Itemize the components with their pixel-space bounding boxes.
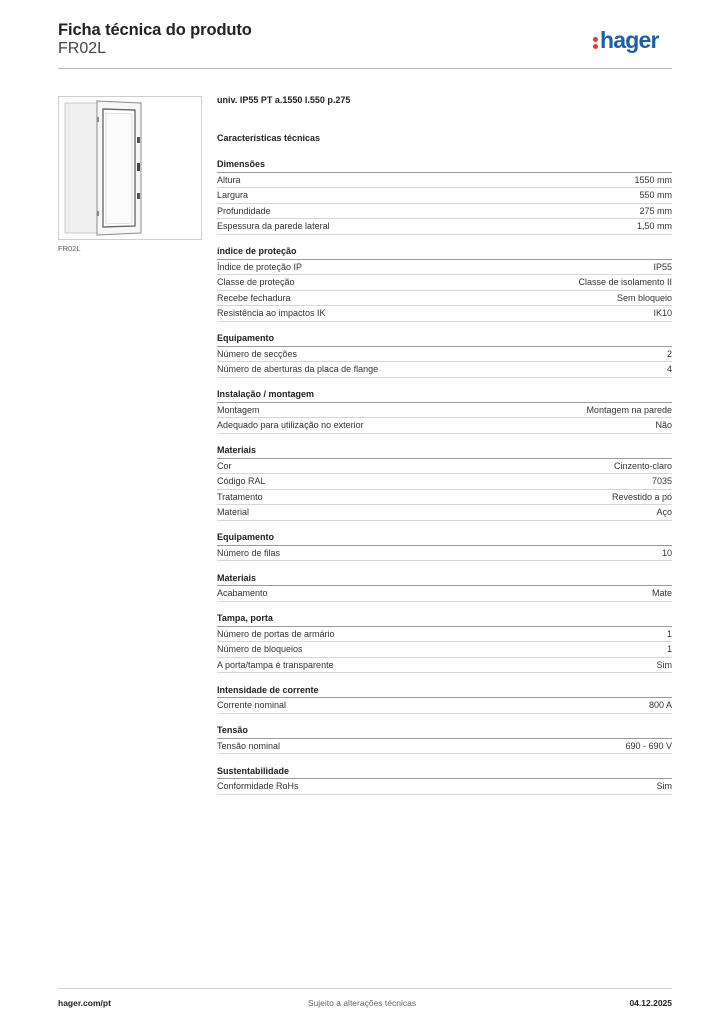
spec-group (217, 331, 672, 378)
spec-row (217, 275, 672, 291)
spec-value: 690 - 690 V (625, 740, 672, 751)
spec-row (217, 546, 672, 562)
spec-row (217, 698, 672, 714)
spec-value: 550 mm (639, 190, 672, 200)
spec-group-title: Intensidade de corrente (217, 683, 672, 699)
spec-group-title: índice de proteção (217, 244, 672, 260)
wall-cabinet-icon (59, 97, 201, 239)
spec-value: Sim (656, 781, 672, 791)
spec-groups (217, 157, 672, 795)
spec-label: Número de portas de armário (217, 628, 335, 639)
spec-row (217, 291, 672, 307)
spec-row (217, 418, 672, 434)
spec-group-title: Sustentabilidade (217, 764, 672, 780)
spec-group (217, 157, 672, 235)
spec-row (217, 505, 672, 521)
spec-value: Classe de isolamento II (578, 277, 672, 287)
spec-row (217, 347, 672, 363)
spec-value: 7035 (651, 476, 672, 486)
spec-value: Mate (651, 588, 672, 598)
spec-group (217, 244, 672, 322)
spec-label: Material (217, 507, 250, 517)
spec-label: Número de secções (217, 348, 298, 359)
spec-value: 2 (666, 348, 672, 359)
footer-date: 04.12.2025 (629, 998, 672, 1008)
product-code: FR02L (58, 40, 107, 57)
spec-group-title: Equipamento (217, 331, 672, 347)
spec-group-title: Tensão (217, 723, 672, 739)
logo-dots-icon (593, 33, 599, 50)
spec-label: Recebe fechadura (217, 292, 291, 303)
spec-content (217, 93, 672, 795)
spec-value: Sem bloqueio (616, 292, 672, 303)
spec-label: Conformidade RoHs (217, 781, 299, 791)
spec-row (217, 204, 672, 220)
spec-group-title: Materiais (217, 571, 672, 587)
spec-label: Código RAL (217, 476, 266, 486)
page-title: Ficha técnica do produto (58, 21, 252, 39)
spec-row (217, 362, 672, 378)
spec-value: 4 (666, 364, 672, 374)
spec-label: Resistência ao impactos IK (217, 308, 326, 318)
spec-value: Aço (656, 507, 672, 517)
spec-value: Revestido a pó (611, 491, 672, 502)
spec-value: IP55 (653, 261, 672, 272)
product-description: univ. IP55 PT a.1550 l.550 p.275 (217, 95, 351, 105)
footer-site: hager.com/pt (58, 998, 111, 1008)
spec-value: Não (655, 420, 672, 430)
spec-value: 1 (666, 628, 672, 639)
spec-row (217, 586, 672, 602)
spec-label: Cor (217, 460, 232, 471)
spec-label: Tensão nominal (217, 740, 281, 751)
spec-row (217, 173, 672, 189)
spec-group (217, 530, 672, 561)
spec-value: 1550 mm (634, 174, 672, 185)
product-caption: FR02L (58, 244, 81, 253)
spec-row (217, 459, 672, 475)
spec-label: Tratamento (217, 491, 263, 502)
spec-label: Índice de proteção IP (217, 261, 303, 272)
spec-label: Acabamento (217, 588, 268, 598)
spec-row (217, 490, 672, 506)
spec-value: Cinzento-claro (613, 460, 672, 471)
spec-row (217, 188, 672, 204)
spec-label: Profundidade (217, 205, 271, 216)
spec-row (217, 627, 672, 643)
spec-group-title: Equipamento (217, 530, 672, 546)
spec-label: Altura (217, 174, 241, 185)
spec-group (217, 723, 672, 754)
spec-group (217, 387, 672, 434)
spec-group (217, 764, 672, 795)
spec-group-title: Instalação / montagem (217, 387, 672, 403)
spec-value: 275 mm (639, 205, 672, 216)
spec-row (217, 658, 672, 674)
spec-label: Número de aberturas da placa de flange (217, 364, 379, 374)
spec-group (217, 571, 672, 602)
spec-value: 800 A (648, 700, 672, 710)
header-divider (58, 68, 672, 69)
spec-group (217, 611, 672, 673)
spec-row (217, 642, 672, 658)
footer-divider (58, 988, 672, 989)
product-image (58, 96, 202, 240)
spec-row (217, 260, 672, 276)
spec-label: Montagem (217, 404, 260, 415)
spec-group-title: Materiais (217, 443, 672, 459)
spec-row (217, 474, 672, 490)
spec-label: A porta/tampa é transparente (217, 659, 334, 670)
spec-group (217, 443, 672, 521)
footer-notice: Sujeito a alterações técnicas (307, 998, 417, 1008)
spec-group-title: Tampa, porta (217, 611, 672, 627)
spec-value: Montagem na parede (586, 404, 672, 415)
spec-label: Corrente nominal (217, 700, 287, 710)
spec-value: 10 (661, 547, 672, 558)
spec-value: 1,50 mm (636, 221, 672, 231)
spec-group (217, 683, 672, 714)
section-heading: Características técnicas (217, 133, 321, 143)
logo-text: hager (600, 27, 659, 53)
spec-row (217, 779, 672, 795)
spec-value: 1 (666, 644, 672, 654)
hager-logo (593, 27, 659, 54)
spec-group-title: Dimensões (217, 157, 672, 173)
spec-value: Sim (656, 659, 672, 670)
spec-value: IK10 (653, 308, 672, 318)
spec-label: Largura (217, 190, 249, 200)
spec-row (217, 306, 672, 322)
spec-label: Classe de proteção (217, 277, 295, 287)
spec-label: Número de bloqueios (217, 644, 303, 654)
spec-label: Espessura da parede lateral (217, 221, 330, 231)
spec-row (217, 219, 672, 235)
spec-label: Adequado para utilização no exterior (217, 420, 364, 430)
spec-label: Número de filas (217, 547, 281, 558)
spec-row (217, 403, 672, 419)
spec-row (217, 739, 672, 755)
